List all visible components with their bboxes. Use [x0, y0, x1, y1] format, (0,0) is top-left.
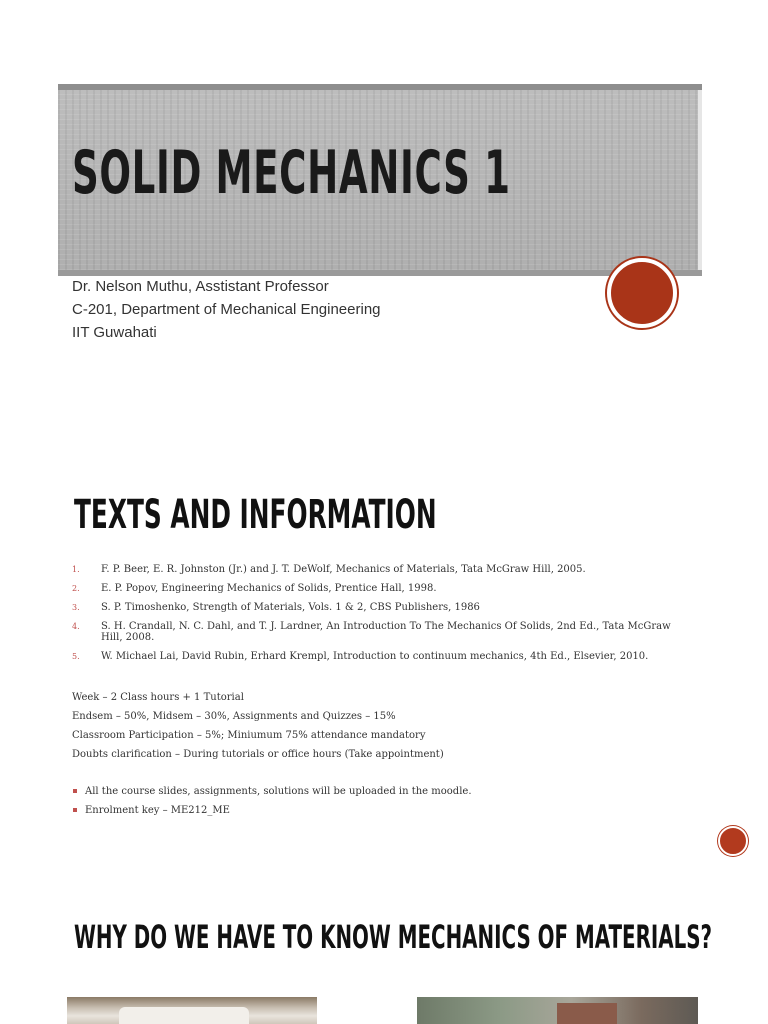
reference-number: 1. [72, 565, 80, 574]
slide-title: SOLID MECHANICS 1 [72, 138, 511, 208]
reference-item [72, 564, 692, 575]
note-text: Enrolment key – ME212_ME [85, 805, 230, 816]
beam-photo-slab [119, 1007, 249, 1024]
reference-list [72, 564, 692, 670]
reference-item [72, 583, 692, 594]
course-attendance: Classroom Participation – 5%; Miniumum 75% attendance mandatory [72, 730, 426, 741]
course-grading: Endsem – 50%, Midsem – 30%, Assignments and Quizzes – 15% [72, 711, 396, 722]
course-hours: Week – 2 Class hours + 1 Tutorial [72, 692, 244, 703]
decorative-circle-large [607, 258, 677, 328]
beam-photo [67, 997, 317, 1024]
aerial-photo [417, 997, 698, 1024]
reference-number: 4. [72, 622, 80, 631]
why-heading: WHY DO WE HAVE TO KNOW MECHANICS OF MATERIALS? [74, 918, 713, 956]
banner-edge [698, 90, 702, 270]
reference-number: 5. [72, 652, 80, 661]
aerial-photo-building [557, 1003, 617, 1024]
reference-item [72, 651, 692, 662]
reference-text: F. P. Beer, E. R. Johnston (Jr.) and J. T. DeWolf, Mechanics of Materials, Tata McGraw Hill, 2005. [101, 564, 586, 575]
decorative-circle-small [718, 826, 748, 856]
author-name: Dr. Nelson Muthu, Asstistant Professor [72, 278, 329, 295]
title-banner [58, 84, 702, 276]
note-item [72, 782, 472, 801]
title-slide [0, 0, 768, 460]
author-info [72, 275, 381, 344]
reference-number: 2. [72, 584, 80, 593]
author-institute: IIT Guwahati [72, 324, 157, 341]
bullet-icon [73, 808, 77, 812]
reference-text: E. P. Popov, Engineering Mechanics of Solids, Prentice Hall, 1998. [101, 583, 437, 594]
note-text: All the course slides, assignments, solutions will be uploaded in the moodle. [85, 786, 472, 797]
reference-text: W. Michael Lai, David Rubin, Erhard Krempl, Introduction to continuum mechanics, 4th Ed., Elsevier, 2010. [101, 651, 649, 662]
texts-slide [0, 462, 768, 882]
reference-text: S. H. Crandall, N. C. Dahl, and T. J. Lardner, An Introduction To The Mechanics Of Solids, 2nd Ed., Tata McGraw Hill, 2008. [101, 621, 671, 643]
course-doubts: Doubts clarification – During tutorials or office hours (Take appointment) [72, 749, 444, 760]
notes-list [72, 782, 472, 820]
reference-number: 3. [72, 603, 80, 612]
bullet-icon [73, 789, 77, 793]
reference-text: S. P. Timoshenko, Strength of Materials, Vols. 1 & 2, CBS Publishers, 1986 [101, 602, 480, 613]
author-office: C-201, Department of Mechanical Engineering [72, 301, 381, 318]
texts-heading: TEXTS AND INFORMATION [74, 492, 437, 538]
note-item [72, 801, 472, 820]
why-slide [0, 884, 768, 1024]
course-info [72, 688, 444, 764]
reference-item [72, 602, 692, 613]
reference-item [72, 621, 692, 643]
